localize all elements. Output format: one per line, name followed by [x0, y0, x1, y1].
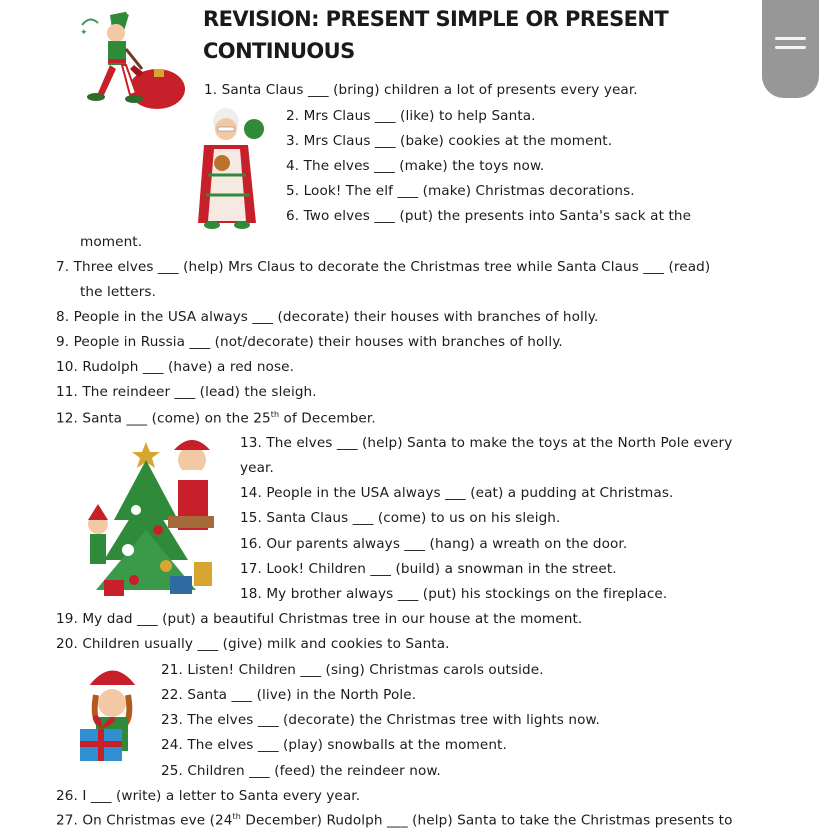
- exercise-13: 13. The elves ___ (help) Santa to make the toys at the North Pole every: [240, 435, 733, 451]
- exercise-24: 24. The elves ___ (play) snowballs at the moment.: [161, 737, 507, 753]
- exercise-9: 9. People in Russia ___ (not/decorate) their houses with branches of holly.: [56, 334, 563, 350]
- exercise-3: 3. Mrs Claus ___ (bake) cookies at the moment.: [286, 133, 613, 149]
- exercise-19: 19. My dad ___ (put) a beautiful Christmas tree in our house at the moment.: [56, 611, 583, 627]
- santa-christmas-tree-illustration: [74, 430, 234, 606]
- exercise-6-continued: moment.: [80, 234, 143, 250]
- exercise-13-continued: year.: [240, 460, 274, 476]
- exercise-26: 26. I ___ (write) a letter to Santa every year.: [56, 788, 361, 804]
- exercise-15: 15. Santa Claus ___ (come) to us on his sleigh.: [240, 510, 561, 526]
- exercise-21: 21. Listen! Children ___ (sing) Christmas carols outside.: [161, 662, 544, 678]
- worksheet-title-line-1: REVISION: PRESENT SIMPLE OR PRESENT: [203, 7, 669, 31]
- exercise-22: 22. Santa ___ (live) in the North Pole.: [161, 687, 417, 703]
- exercise-14: 14. People in the USA always ___ (eat) a pudding at Christmas.: [240, 485, 674, 501]
- elf-with-gift-illustration: [74, 659, 150, 769]
- svg-text:✦: ✦: [80, 28, 88, 38]
- exercise-6: 6. Two elves ___ (put) the presents into Santa's sack at the: [286, 208, 692, 224]
- exercise-2: 2. Mrs Claus ___ (like) to help Santa.: [286, 108, 536, 124]
- exercise-10: 10. Rudolph ___ (have) a red nose.: [56, 359, 295, 375]
- exercise-18: 18. My brother always ___ (put) his stockings on the fireplace.: [240, 586, 668, 602]
- exercise-7: 7. Three elves ___ (help) Mrs Claus to decorate the Christmas tree while Santa Claus ___ (read): [56, 259, 711, 275]
- exercise-27: 27. On Christmas eve (24th December) Rudolph ___ (help) Santa to take the Christmas presents to: [56, 812, 733, 829]
- exercise-25: 25. Children ___ (feed) the reindeer now.: [161, 763, 441, 779]
- exercise-16: 16. Our parents always ___ (hang) a wreath on the door.: [240, 536, 628, 552]
- exercise-17: 17. Look! Children ___ (build) a snowman in the street.: [240, 561, 617, 577]
- elf-with-sack-illustration: [72, 5, 192, 113]
- exercise-4: 4. The elves ___ (make) the toys now.: [286, 158, 545, 174]
- exercise-11: 11. The reindeer ___ (lead) the sleigh.: [56, 384, 317, 400]
- mrs-claus-illustration: [192, 105, 272, 231]
- exercise-23: 23. The elves ___ (decorate) the Christmas tree with lights now.: [161, 712, 600, 728]
- exercise-5: 5. Look! The elf ___ (make) Christmas decorations.: [286, 183, 635, 199]
- worksheet-title-line-2: CONTINUOUS: [203, 39, 355, 63]
- handle-grip-line: [775, 37, 806, 40]
- exercise-20: 20. Children usually ___ (give) milk and cookies to Santa.: [56, 636, 450, 652]
- exercise-1: 1. Santa Claus ___ (bring) children a lot of presents every year.: [204, 82, 638, 98]
- exercise-12: 12. Santa ___ (come) on the 25th of December.: [56, 410, 376, 427]
- scrollbar-handle[interactable]: [762, 0, 819, 98]
- exercise-7-continued: the letters.: [80, 284, 156, 300]
- exercise-8: 8. People in the USA always ___ (decorate) their houses with branches of holly.: [56, 309, 599, 325]
- handle-grip-line: [775, 46, 806, 49]
